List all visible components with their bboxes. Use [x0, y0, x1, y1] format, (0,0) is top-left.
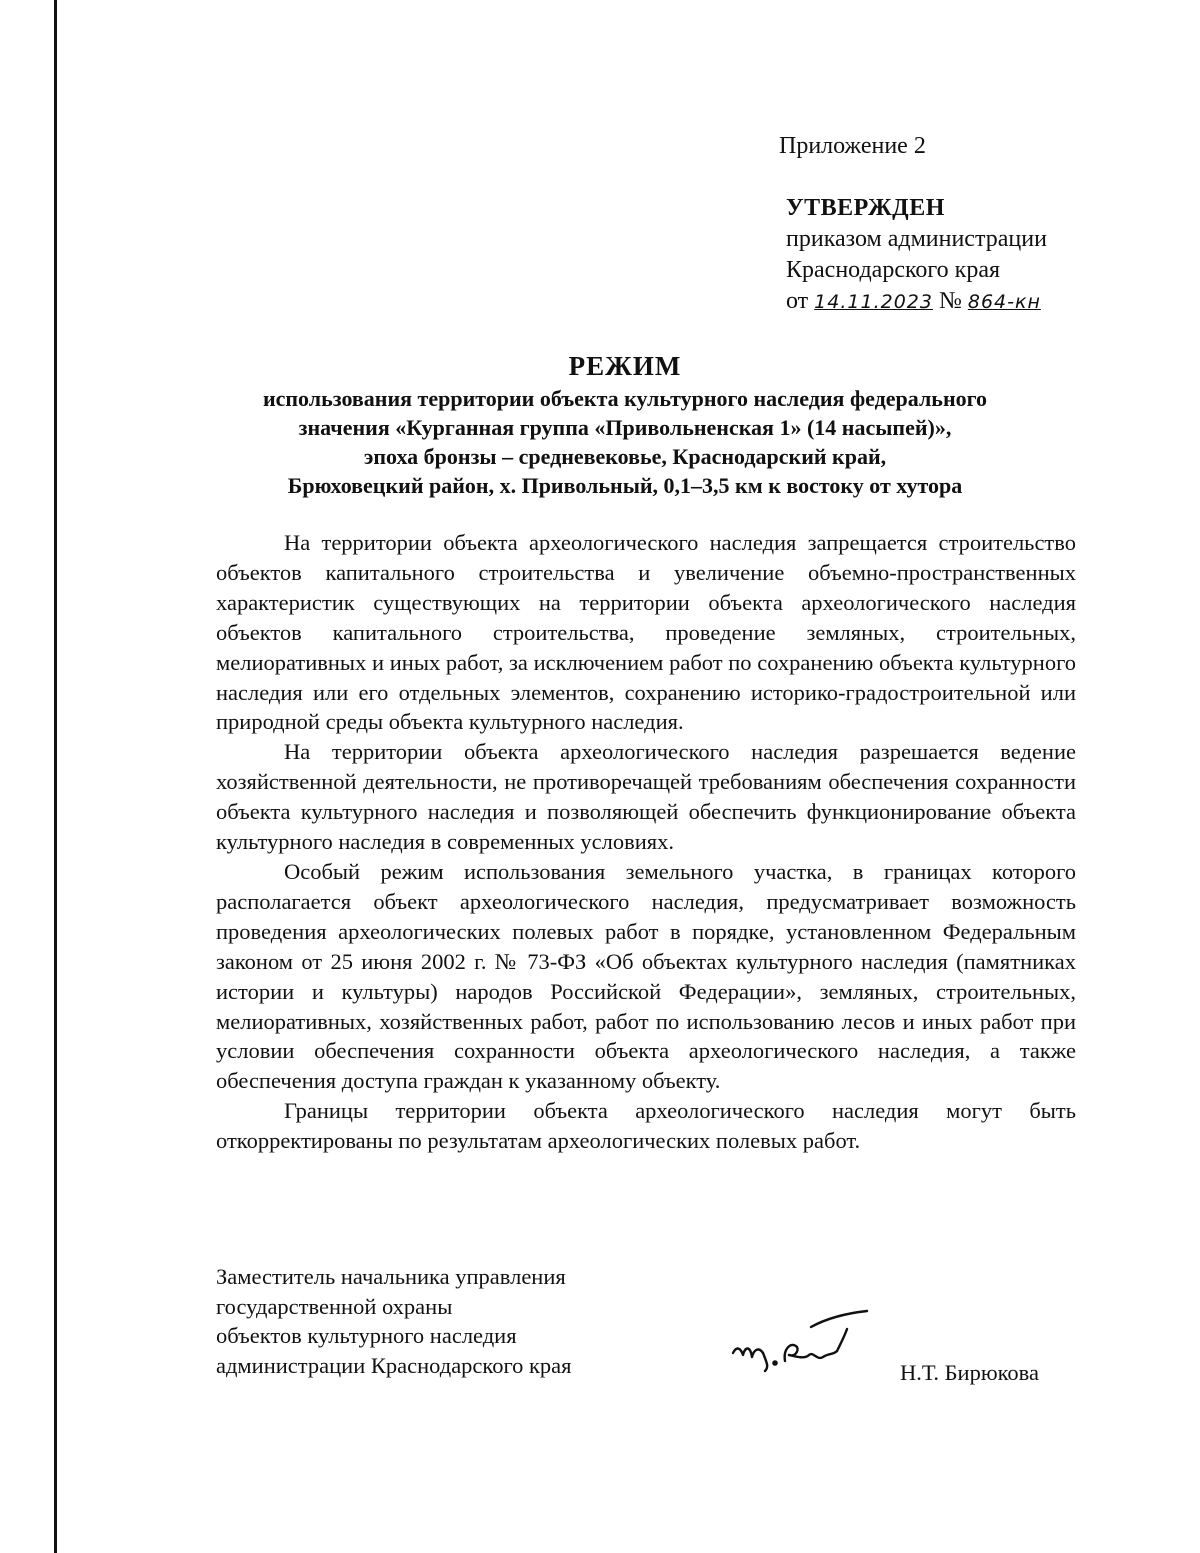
date-prefix: от [786, 288, 809, 314]
signatory-line-1: Заместитель начальника управления [216, 1264, 566, 1289]
appendix-label: Приложение 2 [779, 133, 926, 159]
paragraph-special-regime: Особый режим использования земельного участка, в границах которого располагается объект археологического наследия, предусматривает возможность проведения археологических полевых работ в порядке, установленном Федеральным законом от 25 июня 2002 г. № 73-ФЗ «Об объектах культурного наследия (памятниках истории и культуры) народов Российской Федерации», земляных, строительных, мелиоративных, хозяйственных работ, работ по использованию лесов и иных работ при условии обеспечения сохранности объекта археологического наследия, а также обеспечения доступа граждан к указанному объекту. [216, 858, 1076, 1094]
approval-line-2: Краснодарского края [786, 257, 1001, 283]
handwritten-signature [725, 1305, 875, 1375]
signer-name: Н.Т. Бирюкова [900, 1360, 1039, 1385]
approval-order-line [786, 286, 1047, 318]
document-body [216, 528, 1076, 1156]
signatory-position [216, 1262, 572, 1380]
page-left-edge-rule [54, 0, 57, 1553]
approval-title: УТВЕРЖДЕН [786, 195, 945, 221]
document-heading [200, 348, 1050, 500]
paragraph-boundaries: Границы территории объекта археологического наследия могут быть откорректированы по результатам археологических полевых работ. [216, 1098, 1076, 1154]
heading-line-4: Брюховецкий район, х. Привольный, 0,1–3,5 км к востоку от хутора [287, 473, 963, 498]
approval-block [786, 193, 1047, 318]
signatory-line-4: администрации Краснодарского края [216, 1352, 572, 1378]
paragraph-permitted-activity: На территории объекта археологического наследия разрешается ведение хозяйственной деятельности, не противоречащей требованиям обеспечения сохранности объекта культурного наследия и позволяющей обеспечить функционирование объекта культурного наследия в современных условиях. [216, 739, 1076, 855]
approval-line-1: приказом администрации [786, 226, 1047, 252]
signatory-line-3: объектов культурного наследия [216, 1323, 517, 1348]
heading-line-1: использования территории объекта культурного наследия федерального [262, 386, 988, 411]
heading-title: РЕЖИМ [568, 351, 682, 381]
signatory-line-2: государственной охраны [216, 1293, 453, 1319]
number-prefix: № [938, 288, 962, 314]
heading-line-3: эпоха бронзы – средневековье, Краснодарский край, [363, 444, 887, 469]
heading-line-2: значения «Курганная группа «Привольненская 1» (14 насыпей)», [298, 415, 952, 440]
paragraph-prohibitions: На территории объекта археологического наследия запрещается строительство объектов капитального строительства и увеличение объемно-пространственных характеристик существующих на территории объекта археологического наследия объектов капитального строительства, проведение земляных, строительных, мелиоративных и иных работ, за исключением работ по сохранению объекта культурного наследия или его отдельных элементов, сохранению историко-градостроительной или природной среды объекта культурного наследия. [216, 530, 1076, 735]
handwritten-order-number: 864-кн [967, 291, 1041, 313]
handwritten-date: 14.11.2023 [814, 291, 933, 313]
